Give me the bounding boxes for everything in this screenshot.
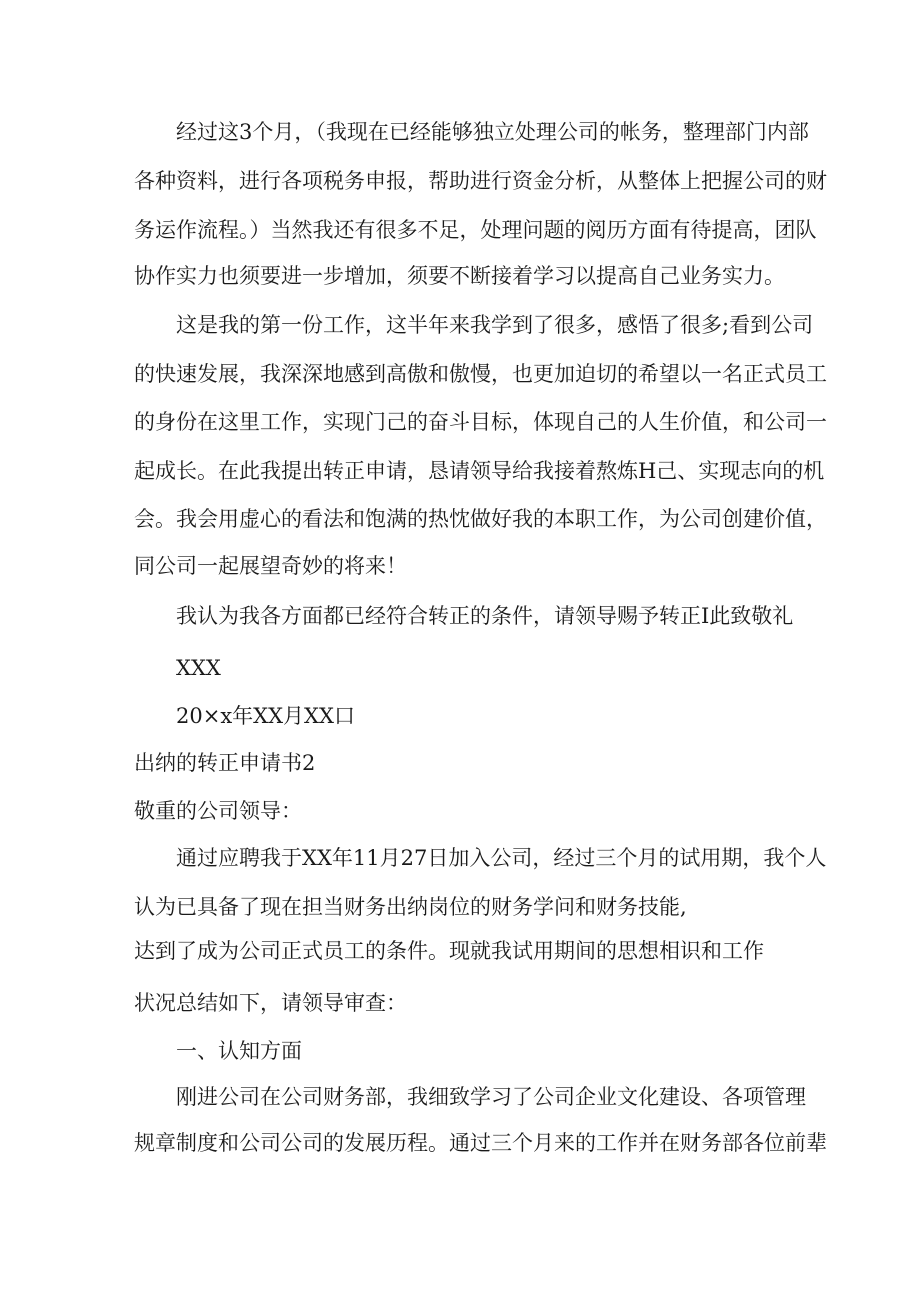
signature-name: XXX bbox=[176, 656, 221, 680]
paragraph-line: 会。我会用虚心的看法和饱满的热忱做好我的本职工作，为公司创建价值， bbox=[134, 507, 827, 531]
paragraph-line: 这是我的第一份工作，这半年来我学到了很多，感悟了很多;看到公司 bbox=[176, 313, 814, 337]
signature-date: 20×x年XX月XX口 bbox=[176, 704, 355, 728]
paragraph-line: 的身份在这里工作，实现门己的奋斗目标，体现自己的人生价值，和公司一 bbox=[134, 410, 827, 434]
subsection-heading: 一、认知方面 bbox=[176, 1039, 302, 1063]
paragraph-line: 的快速发展，我深深地感到高傲和傲慢，也更加迫切的希望以一名正式员工 bbox=[134, 362, 827, 386]
paragraph-line: 经过这3个月，（我现在已经能够独立处理公司的帐务，整理部门内部 bbox=[176, 120, 809, 144]
paragraph-line: 同公司一起展望奇妙的将来！ bbox=[134, 554, 407, 578]
paragraph-line: 务运作流程。）当然我还有很多不足，处理问题的阅历方面有待提高，团队 bbox=[134, 218, 817, 242]
paragraph-line: 认为已具备了现在担当财务出纳岗位的财务学问和财务技能, bbox=[134, 895, 687, 919]
paragraph-line: 刚进公司在公司财务部，我细致学习了公司企业文化建设、各项管理 bbox=[176, 1085, 806, 1109]
paragraph-line: 起成长。在此我提出转正申请，恳请领导给我接着熬炼H己、实现志向的机 bbox=[134, 459, 825, 483]
section-title: 出纳的转正申请书2 bbox=[134, 751, 316, 775]
salutation: 敬重的公司领导： bbox=[134, 799, 302, 823]
paragraph-line: 协作实力也须要进一步增加，须要不断接着学习以提高自己业务实力。 bbox=[134, 264, 785, 288]
paragraph-line: 状况总结如下，请领导审查： bbox=[134, 991, 407, 1015]
paragraph-line: 各种资料，进行各项税务申报，帮助进行资金分析，从整体上把握公司的财 bbox=[134, 169, 827, 193]
paragraph-line: 规章制度和公司公司的发展历程。通过三个月来的工作并在财务部各位前辈 bbox=[134, 1131, 827, 1155]
closing-line: 我认为我各方面都已经符合转正的条件，请领导赐予转正I此致敬礼 bbox=[176, 604, 794, 628]
paragraph-line: 通过应聘我于XX年11月27日加入公司，经过三个月的试用期，我个人 bbox=[176, 846, 827, 870]
paragraph-line: 达到了成为公司正式员工的条件。现就我试用期间的思想相识和工作 bbox=[134, 939, 764, 963]
